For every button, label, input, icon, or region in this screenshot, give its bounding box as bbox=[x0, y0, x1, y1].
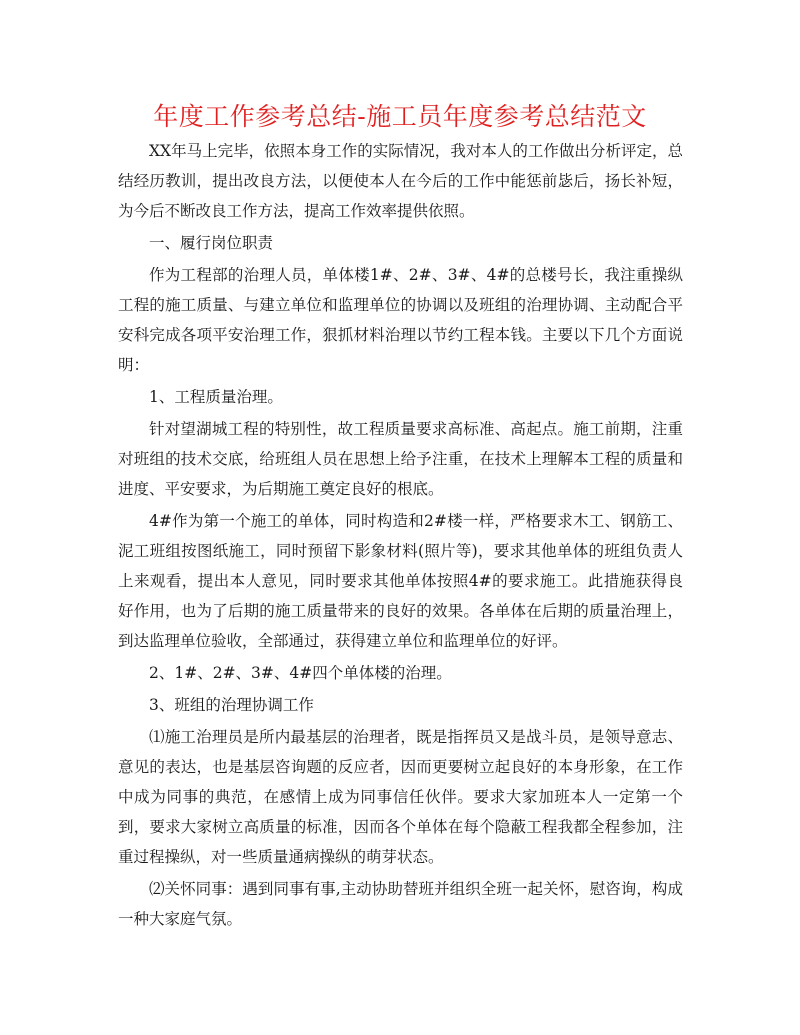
paragraph: ⑵关怀同事：遇到同事有事,主动协助替班并组织全班一起关怀，慰咨询，构成一种大家庭气氛。 bbox=[118, 880, 683, 928]
paragraph: 针对望湖城工程的特别性，故工程质量要求高标准、高起点。施工前期，注重对班组的技术交底，给班组人员在思想上给予注重，在技术上理解本工程的质量和进度、平安要求，为后期施工奠定良好的根底。 bbox=[118, 420, 683, 498]
subsection-heading: 2、1#、2#、3#、4#四个单体楼的治理。 bbox=[149, 664, 452, 682]
section-heading: 一、履行岗位职责 bbox=[149, 234, 274, 252]
paragraph: 作为工程部的治理人员，单体楼1#、2#、3#、4#的总楼号长，我注重操纵工程的施工质量、与建立单位和监理单位的协调以及班组的治理协调、主动配合平安科完成各项平安治理工作，狠抓材料治理以节约工程本钱。主要以下几个方面说明： bbox=[118, 266, 683, 374]
paragraph: XX年马上完毕，依照本身工作的实际情况，我对本人的工作做出分析评定，总结经历教训，提出改良方法，以便使本人在今后的工作中能惩前毖后，扬长补短，为今后不断改良工作方法，提高工作效率提供依照。 bbox=[118, 142, 683, 220]
subsection-heading: 3、班组的治理协调工作 bbox=[149, 696, 314, 714]
document-body bbox=[118, 136, 683, 936]
paragraph: ⑴施工治理员是所内最基层的治理者，既是指挥员又是战斗员，是领导意志、意见的表达，也是基层咨询题的反应者，因而更要树立起良好的本身形象，在工作中成为同事的典范，在感情上成为同事信任伙伴。要求大家加班本人一定第一个到，要求大家树立高质量的标准，因而各个单体在每个隐蔽工程我都全程参加，注重过程操纵，对一些质量通病操纵的萌芽状态。 bbox=[118, 728, 683, 866]
subsection-heading: 1、工程质量治理。 bbox=[149, 388, 283, 406]
document-title: 年度工作参考总结-施工员年度参考总结范文 bbox=[153, 102, 647, 131]
paragraph: 4#作为第一个施工的单体，同时构造和2#楼一样，严格要求木工、钢筋工、泥工班组按图纸施工，同时预留下影象材料(照片等)，要求其他单体的班组负责人上来观看，提出本人意见，同时要求其他单体按照4#的要求施工。此措施获得良好作用，也为了后期的施工质量带来的良好的效果。各单体在后期的质量治理上，到达监理单位验收，全部通过，获得建立单位和监理单位的好评。 bbox=[118, 512, 683, 650]
